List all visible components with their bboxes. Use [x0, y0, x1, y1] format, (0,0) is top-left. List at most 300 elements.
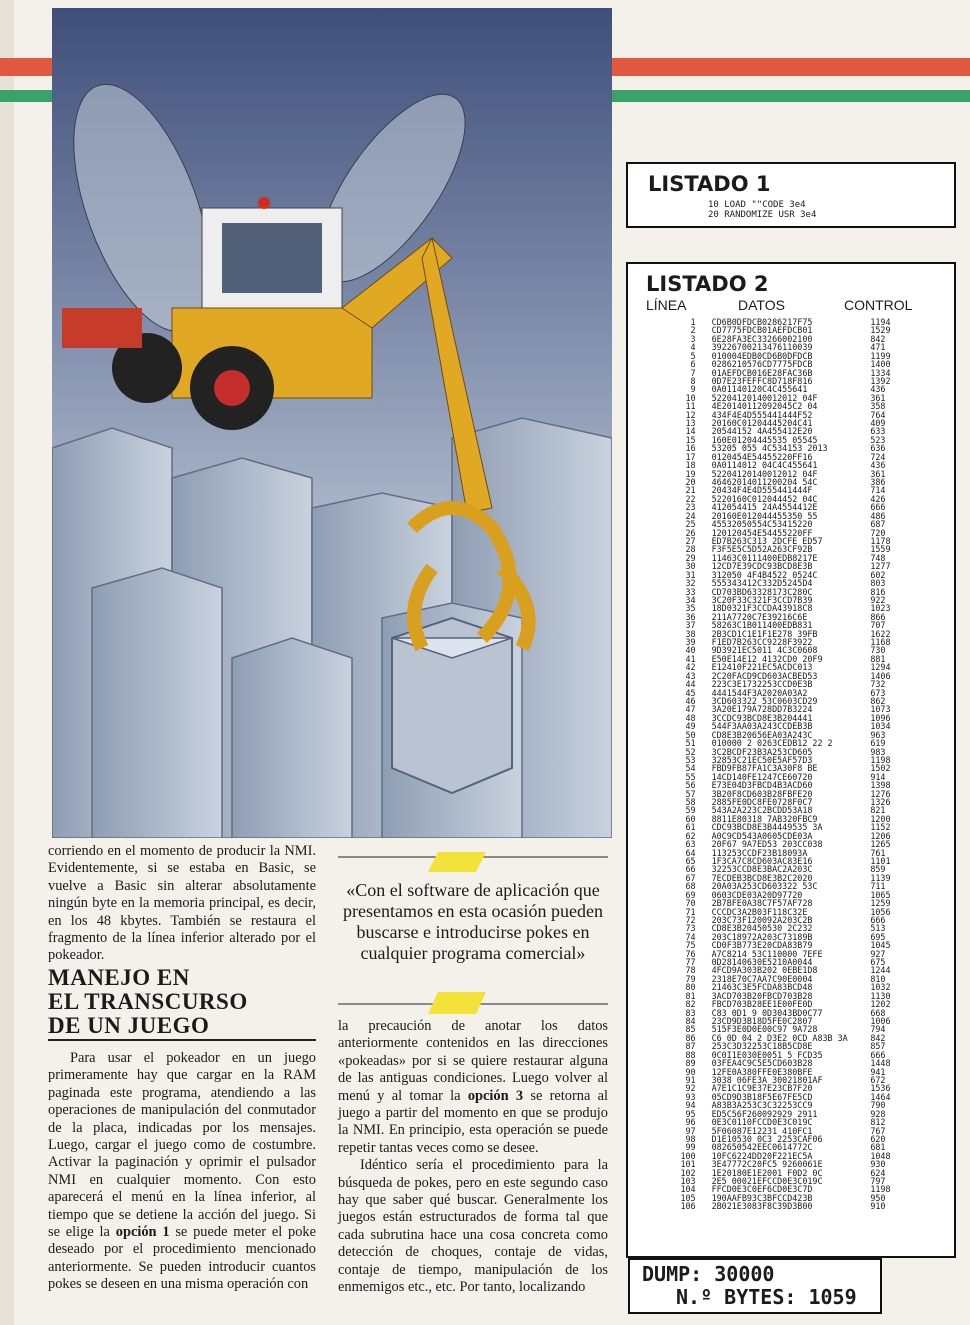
left-column-intro: [48, 843, 316, 965]
listing-data: 0D28140630E5210A0044: [711, 957, 813, 968]
listing-data: E50E14E12 4132CD0 20F9: [711, 653, 823, 664]
listing-line-number: 91: [685, 1074, 696, 1085]
listing-line-number: 101: [680, 1159, 696, 1170]
listing-data: 515F3E0D0E00C97 9A728: [711, 1024, 818, 1035]
listing-control: 358: [870, 401, 886, 412]
listing-line-number: 37: [685, 620, 696, 631]
listing-control: 797: [870, 1176, 886, 1187]
listing-data: 2B7BFE0A38C7F57AF728: [711, 898, 813, 909]
listing-control: 914: [870, 771, 886, 782]
listing-line-number: 4: [690, 342, 696, 353]
listing-data: CD6B0DFDCB0286217F75: [711, 317, 813, 327]
listing-line-number: 95: [685, 1108, 696, 1119]
listing-data: 2C20FACD9CD603ACBED53: [711, 670, 818, 681]
intro-paragraph: corriendo en el momento de producir la NMI. Evidentemente, si se estaba en Basic, se vuelve a Basic sin alterar absolutamente ningún byte en la memoria principal, es decir, en los 48 kbytes. También se restaura el fragmento de la línea inferior alterado por el pokeador.: [48, 843, 316, 964]
listing-line-number: 74: [685, 931, 696, 942]
listing-data: 3038 06FE3A 30021801AF: [711, 1074, 823, 1085]
listing-line-number: 81: [685, 990, 696, 1001]
listing-control: 681: [870, 1142, 886, 1153]
listing-line-number: 68: [685, 881, 696, 892]
listing-data: 58263C1B011400EDB831: [711, 620, 813, 631]
listing-control: 761: [870, 847, 886, 858]
listing-data: 082650542EEC0614772C: [711, 1142, 813, 1153]
listing-data: 203C73F120092A203C2B: [711, 914, 813, 925]
listing-control: 1206: [870, 830, 891, 841]
listing-control: 1400: [870, 359, 891, 370]
listing-line-number: 2: [690, 325, 696, 336]
listing-data: 0E3C0110FCCD0E3C019C: [711, 1117, 813, 1128]
listing-data: 434F4E4D555441444F52: [711, 409, 813, 420]
listing-data: 2B021E3083F8C39D3B00: [711, 1201, 813, 1212]
listing-control: 471: [870, 342, 886, 353]
dump-bytes: N.º BYTES: 1059: [676, 1285, 857, 1309]
listing-data: 46462014011200204 54C: [711, 477, 818, 488]
listing-line-number: 102: [680, 1167, 696, 1178]
listing-data: FBD9FB87FA1C3A30F8 BE: [711, 763, 818, 774]
listing-line-number: 34: [685, 594, 696, 605]
listing-line-number: 40: [685, 645, 696, 656]
listing-data: 3A20E179A728DD7B3224: [711, 704, 813, 715]
listing-data: 52204120140012012 04F: [711, 468, 818, 479]
listing-control: 1073: [870, 704, 891, 715]
listing-line-number: 75: [685, 940, 696, 951]
listing-control: 816: [870, 586, 886, 597]
listing-control: 1032: [870, 982, 891, 993]
listing-line-number: 58: [685, 797, 696, 808]
listing-data: A0C9CD543A0605CDE03A: [711, 830, 813, 841]
listing-control: 1406: [870, 670, 891, 681]
listing-line-number: 10: [685, 392, 696, 403]
listing-data: D1E10530 0C3 2253CAF06: [711, 1133, 823, 1144]
listing-control: 687: [870, 519, 886, 530]
listing-data: 0A01140120C4C455641: [711, 384, 808, 395]
listing-data: 14CD140FE1247CE60720: [711, 771, 813, 782]
listing-control: 619: [870, 738, 886, 749]
listing-line-number: 93: [685, 1091, 696, 1102]
listing-data: A83B3A253C3C32253CC9: [711, 1100, 813, 1111]
listing-line-number: 103: [680, 1176, 696, 1187]
mid-bold-option: opción 3: [467, 1087, 524, 1104]
listing-line-number: 18: [685, 460, 696, 471]
listing-control: 668: [870, 1007, 886, 1018]
listing-line-number: 13: [685, 418, 696, 429]
listing-control: 983: [870, 746, 886, 757]
listing-control: 409: [870, 418, 886, 429]
listing-control: 732: [870, 679, 886, 690]
listing-line-number: 32: [685, 578, 696, 589]
listing-control: 436: [870, 460, 886, 471]
listing-data: 223C3E1732253CCD0E3B: [711, 679, 813, 690]
col-header-datos: DATOS: [738, 297, 785, 313]
dump-address: DUMP: 30000: [642, 1262, 775, 1286]
listing-data: 9D3921EC5011 4C3C0608: [711, 645, 818, 656]
listing-data: 20544152 4A455412E20: [711, 426, 813, 437]
listing-data: 2B3CD1C1E1F1E278 39FB: [711, 628, 818, 639]
dump-box: [628, 1258, 882, 1314]
listing-data: 190AAFB93C3BFCCD423B: [711, 1192, 813, 1203]
listing-line-number: 15: [685, 434, 696, 445]
listing-data: 01AEFDCB016E28FAC36B: [711, 367, 813, 378]
listing-data: C83 0D1 9 0D3043BD0C77: [711, 1007, 823, 1018]
listing-control: 724: [870, 451, 886, 462]
listing-data: 45532050554C53415220: [711, 519, 813, 530]
listing-line-number: 63: [685, 839, 696, 850]
listing-control: 812: [870, 1117, 886, 1128]
listing-control: 624: [870, 1167, 886, 1178]
listing-line-number: 85: [685, 1024, 696, 1035]
listing-line-number: 86: [685, 1032, 696, 1043]
listing-control: 672: [870, 1074, 886, 1085]
listing-data: 4FCD9A303B202 0EBE1D8: [711, 965, 818, 976]
listing-line-number: 65: [685, 856, 696, 866]
mid-paragraph-2: Idéntico sería el procedimiento para la búsqueda de pokes, pero en este segundo caso hay que saber qué buscar. Generalmente los juegos están estructurados de forma tal que cada subrutina hace una cosa concreta como detección de choques, contaje de vidas, contaje de tiempo, manipulación de los enmemigos etc., etc. Por tanto, localizando: [338, 1157, 608, 1296]
stripe-green-left: [0, 90, 52, 102]
listing-line-number: 39: [685, 637, 696, 648]
listing-line-number: 20: [685, 477, 696, 488]
listing-line-number: 52: [685, 746, 696, 757]
listing-control: 748: [870, 552, 886, 563]
listing-data: 412054415 24A4554412E: [711, 502, 818, 513]
listing-control: 1056: [870, 906, 891, 917]
listado-1-line: 20 RANDOMIZE USR 3e4: [708, 210, 817, 220]
listing-line-number: 8: [690, 375, 696, 386]
listing-line-number: 1: [690, 317, 696, 327]
listing-control: 1006: [870, 1016, 891, 1027]
listing-control: 1398: [870, 780, 891, 791]
listing-line-number: 36: [685, 611, 696, 622]
listing-line-number: 21: [685, 485, 696, 496]
listing-control: 794: [870, 1024, 886, 1035]
listing-data: 543A2A223C2BCDD53A18: [711, 805, 813, 816]
listing-line-number: 46: [685, 695, 696, 706]
listing-data: 211A7720C7E39216C6E: [711, 611, 808, 622]
listing-control: 1065: [870, 889, 891, 900]
pull-quote-text: «Con el software de aplicación que presentamos en esta ocasión pueden buscarse e introducirse pokes en cualquier programa comercial»: [343, 880, 603, 963]
listado-2-title: LISTADO 2: [646, 272, 769, 296]
listing-line-number: 56: [685, 780, 696, 791]
listing-line-number: 96: [685, 1117, 696, 1128]
listing-line-number: 27: [685, 535, 696, 546]
listing-line-number: 47: [685, 704, 696, 715]
listing-control: 523: [870, 434, 886, 445]
listing-data: 1F3CA7C8CD603AC83E16: [711, 856, 813, 866]
listing-data: 3C2BCDF23B3A253CD605: [711, 746, 813, 757]
listing-control: 927: [870, 948, 886, 959]
listing-control: 620: [870, 1133, 886, 1144]
listing-control: 1529: [870, 325, 891, 336]
listing-control: 1096: [870, 712, 891, 723]
listado-1-code: [708, 200, 816, 220]
listing-data: 3ACD703B20FBCD703B28: [711, 990, 813, 1001]
listing-control: 1277: [870, 561, 891, 572]
listing-data: 32853C21EC50E5AF57D3: [711, 754, 813, 765]
listing-line-number: 89: [685, 1058, 696, 1069]
listing-control: 1178: [870, 535, 891, 546]
listing-control: 790: [870, 1100, 886, 1111]
listing-line-number: 22: [685, 493, 696, 504]
heading-line-2: EL TRANSCURSO: [48, 989, 248, 1014]
listing-control: 1294: [870, 662, 891, 673]
listing-line-number: 72: [685, 914, 696, 925]
listing-control: 1559: [870, 544, 891, 555]
listing-data: 12CD7E39CDC93BCD8E3B: [711, 561, 813, 572]
stripe-red-right: [612, 58, 970, 76]
listing-data: 010000 2 0263CEDB12 22 2: [711, 738, 833, 749]
section-heading: [48, 966, 318, 1038]
listing-line-number: 51: [685, 738, 696, 749]
col-header-control: CONTROL: [844, 297, 913, 313]
listing-data: FFCD0E3C0EF6CD0E3C7D: [711, 1184, 813, 1195]
listing-data: CCCDC3A2B03F118C32E: [711, 906, 808, 917]
listing-data: 2885FE0DC8FE0728F0C7: [711, 797, 813, 808]
listing-line-number: 38: [685, 628, 696, 639]
listing-data: CD8E3B20450530 2C232: [711, 923, 813, 934]
listing-line-number: 25: [685, 519, 696, 530]
listing-control: 666: [870, 914, 886, 925]
listing-control: 1259: [870, 898, 891, 909]
listing-line-number: 71: [685, 906, 696, 917]
listing-control: 1194: [870, 317, 891, 327]
listing-control: 633: [870, 426, 886, 437]
listing-data: 20F67 9A7ED53 203CC038: [711, 839, 823, 850]
listing-line-number: 50: [685, 729, 696, 740]
listing-data: 0C0I1E030E0051 5 FCD35: [711, 1049, 823, 1060]
listing-line-number: 53: [685, 754, 696, 765]
listing-control: 1244: [870, 965, 891, 976]
listing-line-number: 48: [685, 712, 696, 723]
listing-line-number: 98: [685, 1133, 696, 1144]
listing-line-number: 100: [680, 1150, 696, 1161]
listing-control: 1198: [870, 1184, 891, 1195]
listing-line-number: 97: [685, 1125, 696, 1136]
listing-line-number: 44: [685, 679, 696, 690]
listing-control: 941: [870, 1066, 886, 1077]
listing-control: 1101: [870, 856, 891, 866]
listing-data: 20160E012044455350 55: [711, 510, 818, 521]
listing-data: 52204120140012012 04F: [711, 392, 818, 403]
listing-line-number: 35: [685, 603, 696, 614]
listing-control: 857: [870, 1041, 886, 1052]
listing-control: 842: [870, 333, 886, 344]
listing-data: 113253CCDF23B18093A: [711, 847, 808, 858]
listing-control: 1048: [870, 1150, 891, 1161]
listing-row: [642, 1202, 910, 1210]
listing-line-number: 6: [690, 359, 696, 370]
listing-data: CDC93BCD8E3B4449535 3A: [711, 822, 823, 833]
listing-data: F1ED7B263CC9228F3922: [711, 637, 813, 648]
listing-control: 1152: [870, 822, 891, 833]
listing-control: 963: [870, 729, 886, 740]
listing-control: 675: [870, 957, 886, 968]
listing-data: 5220160C012044452 04C: [711, 493, 818, 504]
listing-control: 821: [870, 805, 886, 816]
listing-line-number: 14: [685, 426, 696, 437]
listing-control: 436: [870, 384, 886, 395]
listing-line-number: 62: [685, 830, 696, 841]
listing-data: 6E28FA3EC33266002100: [711, 333, 813, 344]
listing-data: 20434F4E4D555441444F: [711, 485, 813, 496]
listing-data: 12FE0A380FFE0E380BFE: [711, 1066, 813, 1077]
listing-control: 1464: [870, 1091, 891, 1102]
listing-control: 513: [870, 923, 886, 934]
listing-data: 0120454E54455220FF16: [711, 451, 813, 462]
listing-line-number: 3: [690, 333, 696, 344]
middle-column: [338, 1018, 608, 1297]
listing-data: 4441544F3A2020A03A2: [711, 687, 808, 698]
listing-line-number: 19: [685, 468, 696, 479]
listing-line-number: 28: [685, 544, 696, 555]
listing-line-number: 26: [685, 527, 696, 538]
listing-control: 862: [870, 695, 886, 706]
listing-line-number: 66: [685, 864, 696, 875]
listing-data: CD7775FDCB01AEFDCB01: [711, 325, 813, 336]
listing-control: 426: [870, 493, 886, 504]
listing-control: 1045: [870, 940, 891, 951]
listing-line-number: 12: [685, 409, 696, 420]
mid-text-a: la precaución de anotar los datos anteriormente contenidos en las direcciones «pokeadas» por si se quiere restaurar alguna de las antiguas condiciones. Luego volver al menú y al tomar la: [338, 1018, 608, 1104]
listing-data: 3B20F8CD603B28FBFE20: [711, 788, 813, 799]
listing-control: 1276: [870, 788, 891, 799]
listing-line-number: 23: [685, 502, 696, 513]
listing-control: 810: [870, 973, 886, 984]
heading-line-3: DE UN JUEGO: [48, 1013, 210, 1038]
listing-data: CD703BD63328173C280C: [711, 586, 813, 597]
listing-data: 8811E80318 7AB320FBC9: [711, 813, 818, 824]
listing-data: 03FEA4C9C5E5CD603B28: [711, 1058, 813, 1069]
listing-control: 720: [870, 527, 886, 538]
listado-1-line: 10 LOAD ""CODE 3e4: [708, 200, 806, 210]
mid-text-b: se retorna al juego a partir del momento en que se produjo la NMI. En principio, esta operación se puede repetir tantas veces como se desee.: [338, 1087, 608, 1156]
listing-data: 3CD603322 53C0603CD29: [711, 695, 818, 706]
listing-line-number: 99: [685, 1142, 696, 1153]
mid-paragraph-1: [338, 1018, 608, 1157]
listing-line-number: 78: [685, 965, 696, 976]
body-text-a: Para usar el pokeador en un juego primeramente hay que cargar en la RAM paginada este programa, atendiendo a las operaciones de manipulación del conmutador de la placa, indicadas por los mensajes. Luego, cargar el juego como de costumbre. Activar la paginación y oprimir el pulsador NMI en cualquier momento. Con esto aparecerá el menú en la línea inferior, al tiempo que se detiene la acción del juego. Si se elige la: [48, 1050, 316, 1241]
listing-control: 881: [870, 653, 886, 664]
listing-control: 922: [870, 594, 886, 605]
stripe-green-right: [612, 90, 970, 102]
listing-control: 928: [870, 1108, 886, 1119]
listing-data: 53205 055 4C534153 2013: [711, 443, 828, 454]
listing-control: 361: [870, 392, 886, 403]
listing-data: ED5C56F260092929 2911: [711, 1108, 818, 1119]
listing-line-number: 83: [685, 1007, 696, 1018]
listing-line-number: 94: [685, 1100, 696, 1111]
listing-control: 1130: [870, 990, 891, 1001]
listing-data: 203C18972A203C73189B: [711, 931, 813, 942]
listing-data: 3E47772C20FC5 9260061E: [711, 1159, 823, 1170]
listing-control: 673: [870, 687, 886, 698]
listado-1-box: [626, 162, 956, 228]
listing-data: 05CD9D3B18F5E67FE5CD: [711, 1091, 813, 1102]
listing-data: 32253CCD8E3BAC2A203C: [711, 864, 813, 875]
listing-control: 950: [870, 1192, 886, 1203]
listing-control: 1034: [870, 721, 891, 732]
listing-control: 1265: [870, 839, 891, 850]
listing-data: 7ECDEB3BCD8E3B2C2020: [711, 872, 813, 883]
col-header-linea: LÍNEA: [646, 297, 687, 313]
listing-line-number: 80: [685, 982, 696, 993]
listing-data: 2318E70C7AA7C90E0004: [711, 973, 813, 984]
listing-control: 859: [870, 864, 886, 875]
listing-line-number: 79: [685, 973, 696, 984]
listing-data: 18D0321F3CCDA43918C8: [711, 603, 813, 614]
listing-data: FBCD703B28EE1E00FE0D: [711, 999, 813, 1010]
pull-quote-box: [338, 852, 608, 1020]
listing-line-number: 77: [685, 957, 696, 968]
listing-control: 1622: [870, 628, 891, 639]
listing-data: 544F3AA03A243CCDEB3B: [711, 721, 813, 732]
listing-control: 1023: [870, 603, 891, 614]
backhoe-with-wings-illustration-icon: [52, 8, 612, 838]
listing-line-number: 7: [690, 367, 696, 378]
listing-line-number: 82: [685, 999, 696, 1010]
listing-line-number: 9: [690, 384, 696, 395]
listing-control: 1392: [870, 375, 891, 386]
listing-control: 486: [870, 510, 886, 521]
listing-control: 1202: [870, 999, 891, 1010]
listing-line-number: 90: [685, 1066, 696, 1077]
listing-line-number: 30: [685, 561, 696, 572]
listing-data: 5F06087E12231 410FC1: [711, 1125, 813, 1136]
listing-line-number: 5: [690, 350, 696, 361]
listing-data: C6 0D 04 2 D3E2 0CD A83B 3A: [711, 1032, 848, 1043]
listing-line-number: 49: [685, 721, 696, 732]
listado-2-rows: [642, 318, 910, 1211]
listing-control: 1200: [870, 813, 891, 824]
listing-line-number: 57: [685, 788, 696, 799]
listing-data: 160E01204445535 05545: [711, 434, 818, 445]
listing-control: 1139: [870, 872, 891, 883]
listing-line-number: 42: [685, 662, 696, 673]
listing-line-number: 104: [680, 1184, 696, 1195]
listing-line-number: 31: [685, 569, 696, 580]
listing-line-number: 76: [685, 948, 696, 959]
listing-line-number: 105: [680, 1192, 696, 1203]
listing-line-number: 24: [685, 510, 696, 521]
listing-line-number: 64: [685, 847, 696, 858]
listing-control: 803: [870, 578, 886, 589]
listing-data: A7C8214 53C110000 7EFE: [711, 948, 823, 959]
body-paragraph: [48, 1050, 316, 1294]
page-edge: [0, 0, 14, 1325]
body-text-b: se puede meter el poke deseado por el procedimiento mencionado anteriormente. Se pueden introducir cuantos pokes se deseen en una misma operación con: [48, 1224, 316, 1293]
listing-data: 20160C01204445204C41: [711, 418, 813, 429]
listing-control: 636: [870, 443, 886, 454]
listing-control: 1326: [870, 797, 891, 808]
listing-line-number: 16: [685, 443, 696, 454]
listing-control: 1199: [870, 350, 891, 361]
listing-data: 010004EDB0CD6B0DFDCB: [711, 350, 813, 361]
listing-line-number: 41: [685, 653, 696, 664]
listing-data: 21463C3E5FCDA83BCD48: [711, 982, 813, 993]
listing-data: 3C20F33C321F3CCD7B39: [711, 594, 813, 605]
listing-line-number: 92: [685, 1083, 696, 1094]
listado-1-title: LISTADO 1: [648, 172, 771, 196]
listing-data: 1E20180E1E2001 F0D2 0C: [711, 1167, 823, 1178]
listing-control: 1502: [870, 763, 891, 774]
listing-line-number: 60: [685, 813, 696, 824]
listing-control: 695: [870, 931, 886, 942]
listing-data: 23CD9D3B18D5FE0C2807: [711, 1016, 813, 1027]
listing-line-number: 55: [685, 771, 696, 782]
listing-line-number: 67: [685, 872, 696, 883]
heading-rule: [48, 1039, 316, 1041]
listing-control: 1334: [870, 367, 891, 378]
listing-control: 767: [870, 1125, 886, 1136]
listing-control: 711: [870, 881, 886, 892]
listing-line-number: 69: [685, 889, 696, 900]
